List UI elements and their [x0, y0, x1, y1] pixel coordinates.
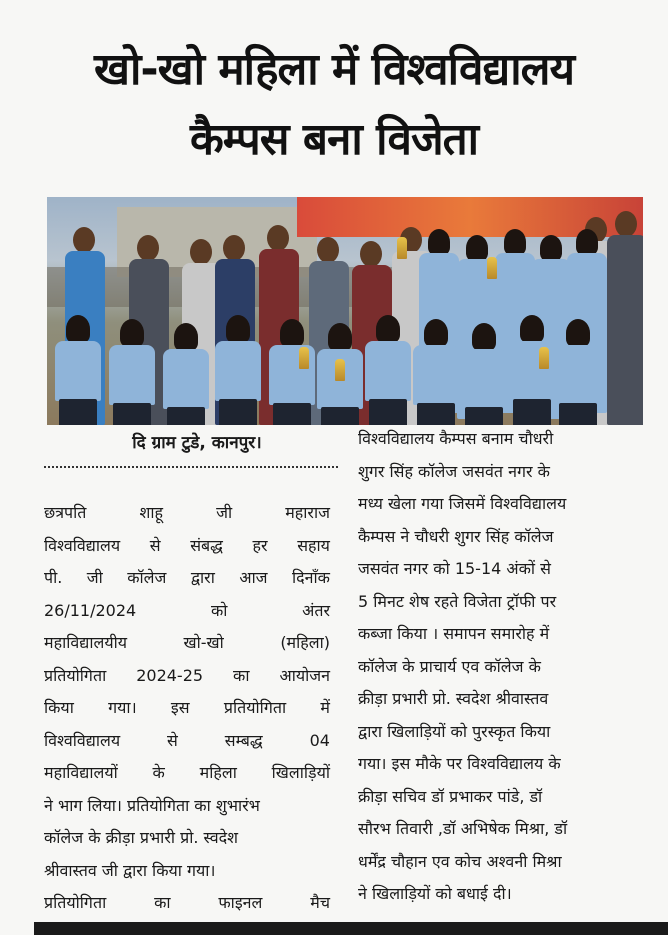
figure-hair [576, 229, 598, 255]
article-word: प्रतियोगिता [44, 665, 107, 685]
article-word: महाविद्यालयीय [44, 633, 128, 652]
article-line: गया। इस मौके पर विश्वविद्यालय के [358, 754, 561, 773]
article-line: ने भाग लिया। प्रतियोगिता का शुभारंभ [44, 795, 260, 815]
article-word: द्वारा [190, 568, 215, 587]
figure-pants [465, 407, 503, 425]
trophy-icon [539, 347, 549, 369]
team-photo [47, 197, 643, 425]
article-line: विश्वविद्यालय कैम्पस बनाम चौधरी [358, 429, 554, 448]
article-word: गया। [108, 698, 137, 717]
figure-head [73, 227, 95, 253]
article-word: प्रतियोगिता [44, 893, 107, 912]
figure-head [267, 225, 289, 251]
figure-jersey [215, 341, 261, 401]
figure-pants [513, 399, 551, 425]
article-word: संबद्ध [190, 535, 223, 555]
figure-head [190, 239, 212, 265]
article-word: विश्वविद्यालय [44, 730, 121, 750]
article-word: खो-खो [183, 633, 224, 652]
figure-head [317, 237, 339, 263]
article-word: का [233, 665, 250, 685]
article-word: इस [170, 698, 190, 717]
article-line: कब्जा किया । समापन समारोह में [358, 624, 550, 643]
article-word: कॉलेज [127, 568, 167, 587]
article-line: क्रीड़ा सचिव डॉ प्रभाकर पांडे, डॉ [358, 786, 543, 806]
article-word: मैच [310, 893, 330, 912]
article-line: ने खिलाड़ियों को बधाई दी। [358, 884, 512, 903]
figure-hair [566, 319, 590, 347]
figure-pants [167, 407, 205, 425]
figure-pants [369, 399, 407, 425]
article-line [44, 761, 330, 785]
article-line: 5 मिनट शेष रहते विजेता ट्रॉफी पर [358, 591, 557, 611]
figure-hair [472, 323, 496, 351]
article-line: द्वारा खिलाड़ियों को पुरस्कृत किया [358, 721, 551, 741]
figure-hair [504, 229, 526, 255]
article-line [44, 566, 330, 590]
article-word: आयोजन [279, 665, 330, 685]
trophy-icon [487, 257, 497, 279]
article-line: मध्य खेला गया जिसमें विश्वविद्यालय [358, 494, 567, 513]
article-line [44, 891, 330, 915]
article-line: कॉलेज के प्राचार्य एव कॉलेज के [358, 656, 541, 676]
figure-body [607, 235, 643, 425]
figure-jersey [413, 345, 459, 405]
figure-jersey [55, 341, 101, 401]
article-line: धर्मेंद्र चौहान एव कोच अश्वनी मिश्रा [358, 851, 562, 871]
figure-head [615, 211, 637, 237]
article-line [44, 501, 330, 525]
article-word: हर [252, 535, 268, 555]
figure-jersey [163, 349, 209, 409]
trophy-icon [335, 359, 345, 381]
article-line: सौरभ तिवारी ,डॉ अभिषेक मिश्रा, डॉ [358, 819, 568, 838]
article-word: का [154, 893, 171, 912]
article-word: प्रतियोगिता [223, 698, 287, 717]
article-word: सम्बद्ध [224, 730, 263, 750]
figure-pants [273, 403, 311, 425]
figure-head [137, 235, 159, 261]
article-word: (महिला) [280, 633, 330, 652]
article-word: महिला [199, 763, 237, 782]
article-word: जी [216, 503, 233, 522]
article-word: को [210, 600, 228, 620]
article-line: जसवंत नगर को 15-14 अंकों से [358, 559, 551, 578]
article-word: जी [86, 568, 103, 587]
article-word: खिलाड़ियों [271, 763, 330, 782]
article-word: के [152, 763, 165, 782]
figure-pants [321, 407, 359, 425]
trophy-icon [397, 237, 407, 259]
article-line [44, 664, 330, 688]
article-word: किया [44, 698, 74, 717]
trophy-icon [299, 347, 309, 369]
article-word: में [320, 698, 330, 717]
figure-hair [520, 315, 544, 343]
figure-hair [376, 315, 400, 343]
article-line [44, 729, 330, 753]
article-line [44, 696, 330, 720]
figure-jersey [461, 349, 507, 409]
dateline: दि ग्राम टुडे, कानपुर। [132, 433, 262, 453]
cropped-header-strip [0, 0, 668, 14]
headline-line-2: कैम्पस बना विजेता [189, 114, 479, 165]
article-word: महाविद्यालयों [44, 763, 118, 782]
figure-jersey [555, 345, 601, 405]
figure-hair [424, 319, 448, 347]
figure-pants [559, 403, 597, 425]
figure-pants [219, 399, 257, 425]
article-line [44, 631, 330, 655]
article-line: कैम्पस ने चौधरी शुगर सिंह कॉलेज [358, 526, 554, 546]
article-word: विश्वविद्यालय [44, 535, 121, 555]
figure-hair [174, 323, 198, 351]
article-word: दिनाँक [291, 568, 330, 587]
article-word: 2024-25 [136, 665, 204, 685]
figure-jersey [365, 341, 411, 401]
article-word: शाहू [139, 503, 164, 522]
article-line: श्रीवास्तव जी द्वारा किया गया। [44, 860, 216, 880]
figure-hair [540, 235, 562, 261]
figure-pants [113, 403, 151, 425]
article-word: महाराज [285, 503, 330, 522]
article-word: पी. [44, 568, 63, 587]
article-word: 26/11/2024 [44, 600, 137, 620]
article-word: से [167, 730, 178, 750]
article-line [44, 599, 330, 623]
figure-head [223, 235, 245, 261]
figure-hair [120, 319, 144, 347]
figure-pants [417, 403, 455, 425]
article-word: फाइनल [218, 893, 263, 912]
article-word: सहाय [297, 535, 330, 555]
figure-hair [466, 235, 488, 261]
headline-line-1: खो-खो महिला में विश्वविद्यालय [94, 44, 574, 95]
dateline-separator [44, 466, 338, 468]
figure-hair [328, 323, 352, 351]
figure-hair [428, 229, 450, 255]
article-line: कॉलेज के क्रीड़ा प्रभारी प्रो. स्वदेश [44, 828, 239, 847]
figure-hair [66, 315, 90, 343]
figure-pants [59, 399, 97, 425]
article-line [44, 534, 330, 558]
article-word: अंतर [302, 600, 330, 620]
figure-head [360, 241, 382, 267]
article-line: क्रीड़ा प्रभारी प्रो. स्वदेश श्रीवास्तव [358, 689, 549, 708]
article-word: छत्रपति [44, 503, 87, 522]
figure-jersey [109, 345, 155, 405]
article-word: आज [239, 568, 268, 587]
article-word: से [149, 535, 161, 555]
footer-rule [34, 922, 668, 935]
article-word: 04 [309, 730, 330, 750]
figure-hair [226, 315, 250, 343]
figure-hair [280, 319, 304, 347]
article-line: शुगर सिंह कॉलेज जसवंत नगर के [358, 461, 550, 481]
